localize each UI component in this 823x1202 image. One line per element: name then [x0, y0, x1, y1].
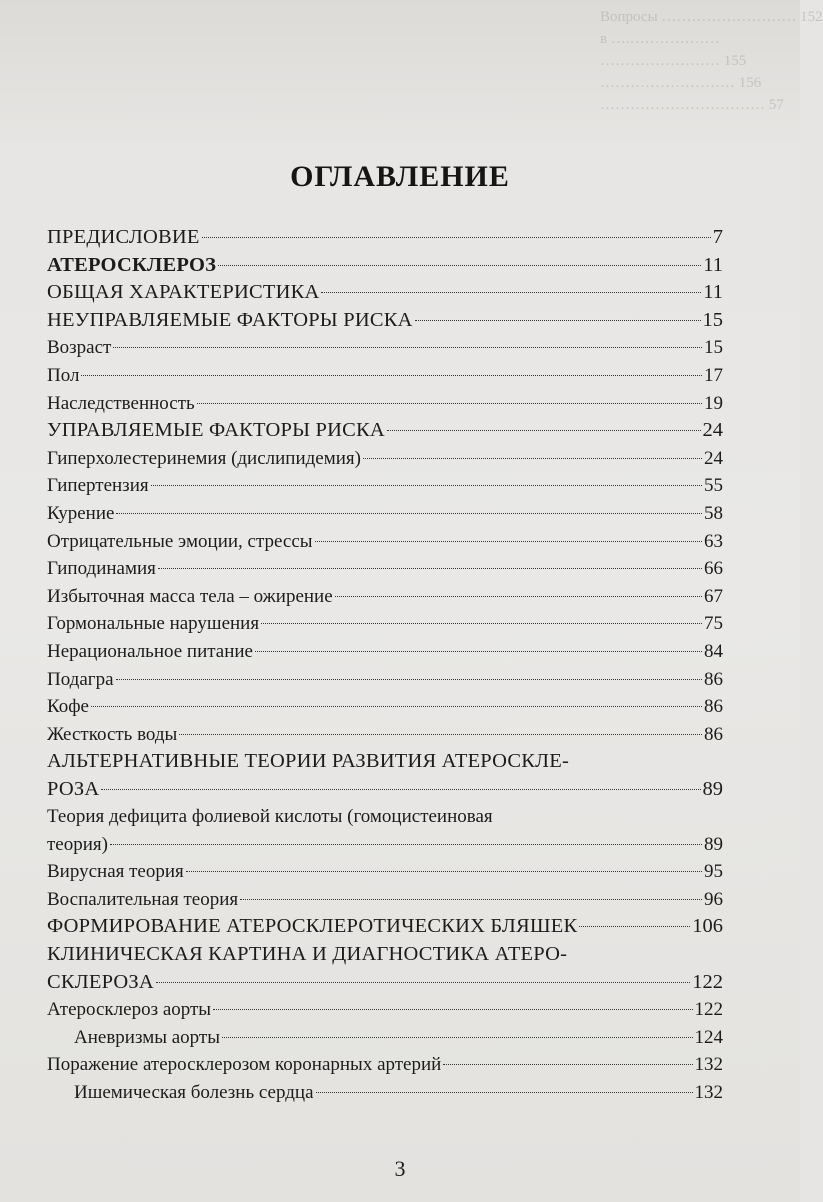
toc-entry [47, 307, 723, 335]
toc-entry-title: Возраст [47, 337, 112, 359]
toc-page-number: 75 [704, 613, 723, 635]
toc-entry-title: АТЕРОСКЛЕРОЗ [47, 253, 217, 276]
dot-leader [113, 347, 702, 348]
toc-entry-title: Атеросклероз аорты [47, 999, 212, 1021]
dot-leader [151, 485, 702, 486]
toc-entry-title: УПРАВЛЯЕМЫЕ ФАКТОРЫ РИСКА [47, 419, 385, 442]
toc-entry-title: Кофе [47, 696, 89, 718]
toc-entry-title: Гиперхолестеринемия (дислипидемия) [47, 447, 362, 469]
dot-leader [443, 1064, 692, 1065]
toc-entry-title: Курение [47, 502, 115, 524]
toc-entry-title: Воспалительная теория [47, 888, 239, 910]
toc-page-number: 84 [704, 640, 723, 662]
toc-entry-title: КЛИНИЧЕСКАЯ КАРТИНА И ДИАГНОСТИКА АТЕРО- [47, 943, 568, 966]
bleed-through-text [600, 6, 823, 116]
toc-page-number: 132 [694, 1054, 723, 1076]
toc-page-number: 124 [694, 1026, 723, 1048]
toc-page-number: 19 [704, 392, 723, 414]
toc-entry [47, 721, 723, 749]
toc-entry [47, 500, 723, 528]
dot-leader [156, 982, 690, 983]
toc-entry [47, 803, 723, 858]
dot-leader [255, 651, 702, 652]
dot-leader [213, 1009, 692, 1010]
toc-page-number: 17 [704, 364, 723, 386]
toc-entry-title: АЛЬТЕРНАТИВНЫЕ ТЕОРИИ РАЗВИТИЯ АТЕРОСКЛЕ- [47, 750, 570, 773]
toc-entry [47, 638, 723, 666]
bleed-through-line: …………………… 155 [600, 53, 747, 69]
bleed-through-line: в ….……………… [600, 31, 720, 47]
toc-entry [47, 1079, 723, 1107]
toc-entry-title: Гиподинамия [47, 558, 156, 580]
dot-leader [186, 871, 702, 872]
toc-entry-title: Поражение атеросклерозом коронарных артерий [47, 1054, 442, 1076]
dot-leader [101, 789, 700, 790]
dot-leader [415, 320, 701, 321]
dot-leader [363, 458, 702, 459]
toc-entry-title: Избыточная масса тела – ожирение [47, 585, 333, 607]
dot-leader [197, 403, 702, 404]
dot-leader [261, 623, 702, 624]
toc-entry-title: ПРЕДИСЛОВИЕ [47, 226, 200, 248]
dot-leader [81, 375, 702, 376]
bleed-through-line: Вопросы ……………………… 152 [600, 9, 823, 25]
toc-entry-title: Жесткость воды [47, 723, 178, 745]
toc-page-number: 89 [702, 777, 723, 800]
toc-page-number: 15 [704, 337, 723, 359]
toc-entry [47, 666, 723, 694]
toc-entry [47, 886, 723, 914]
toc-page-number: 58 [704, 502, 723, 524]
toc-page-number: 132 [694, 1081, 723, 1103]
page-number: 3 [394, 1156, 406, 1181]
dot-leader [222, 1037, 693, 1038]
toc-page-number: 106 [692, 915, 723, 938]
toc-page-number: 122 [694, 999, 723, 1021]
toc-entry [47, 1051, 723, 1079]
toc-entry-title: Вирусная теория [47, 861, 184, 883]
toc-page-number: 55 [704, 475, 723, 497]
toc-page-number: 15 [702, 308, 723, 331]
toc-entry-title: Аневризмы аорты [74, 1026, 220, 1048]
toc-entry [47, 528, 723, 556]
dot-leader [335, 596, 702, 597]
bleed-through-line: ……………………… 156 [600, 75, 762, 91]
page-title: ОГЛАВЛЕНИЕ [290, 160, 510, 193]
toc-page-number: 86 [704, 668, 723, 690]
toc-entry-title: Гормональные нарушения [47, 613, 260, 635]
dot-leader [116, 513, 702, 514]
toc-page-number: 11 [703, 253, 723, 276]
toc-entry [47, 252, 723, 280]
toc-page-number: 122 [692, 970, 723, 993]
toc-entry-title: НЕУПРАВЛЯЕМЫЕ ФАКТОРЫ РИСКА [47, 308, 413, 331]
toc-page-number: 63 [704, 530, 723, 552]
toc-page-number: 96 [704, 888, 723, 910]
toc-entry [47, 334, 723, 362]
toc-page-number: 86 [704, 696, 723, 718]
toc-page-number: 66 [704, 558, 723, 580]
toc-entry [47, 445, 723, 473]
dot-leader [218, 265, 701, 266]
toc-entry-title: Гипертензия [47, 475, 149, 497]
dot-leader [579, 926, 690, 927]
toc-entry [47, 390, 723, 418]
dot-leader [158, 568, 702, 569]
toc-page-number: 24 [704, 447, 723, 469]
table-of-contents [47, 224, 723, 1106]
toc-page-number: 24 [702, 419, 723, 442]
toc-entry [47, 1024, 723, 1052]
toc-entry-title: СКЛЕРОЗА [47, 970, 154, 993]
toc-entry-title: ФОРМИРОВАНИЕ АТЕРОСКЛЕРОТИЧЕСКИХ БЛЯШЕК [47, 915, 578, 938]
toc-entry-title: Нерациональное питание [47, 640, 253, 662]
toc-entry [47, 913, 723, 941]
dot-leader [315, 541, 702, 542]
toc-entry-title: Отрицательные эмоции, стрессы [47, 530, 313, 552]
dot-leader [116, 679, 703, 680]
toc-entry [47, 583, 723, 611]
dot-leader [202, 237, 711, 238]
toc-entry-title: Ишемическая болезнь сердца [74, 1081, 314, 1103]
toc-entry-title: Теория дефицита фолиевой кислоты (гомоцистеиновая [47, 806, 493, 828]
toc-page-number: 11 [703, 281, 723, 304]
bleed-through-line: …………………………… 57 [600, 97, 784, 113]
toc-page-number: 67 [704, 585, 723, 607]
toc-page-number: 7 [712, 226, 723, 248]
toc-entry-title: Наследственность [47, 392, 195, 414]
dot-leader [316, 1092, 693, 1093]
dot-leader [110, 844, 702, 845]
dot-leader [240, 899, 702, 900]
toc-entry-title: ОБЩАЯ ХАРАКТЕРИСТИКА [47, 281, 320, 304]
dot-leader [179, 734, 702, 735]
toc-page-number: 86 [704, 723, 723, 745]
toc-entry [47, 610, 723, 638]
toc-entry [47, 858, 723, 886]
toc-entry [47, 748, 723, 803]
toc-entry [47, 693, 723, 721]
dot-leader [91, 706, 702, 707]
toc-entry [47, 279, 723, 307]
toc-entry [47, 417, 723, 445]
toc-entry [47, 996, 723, 1024]
toc-entry-title: Подагра [47, 668, 114, 690]
toc-entry [47, 362, 723, 390]
dot-leader [387, 430, 701, 431]
toc-entry [47, 472, 723, 500]
toc-entry [47, 555, 723, 583]
toc-entry [47, 941, 723, 996]
dot-leader [321, 292, 701, 293]
toc-page-number: 95 [704, 861, 723, 883]
toc-entry-title: теория) [47, 833, 108, 855]
toc-entry-title: Пол [47, 364, 80, 386]
toc-entry [47, 224, 723, 252]
toc-entry-title: РОЗА [47, 777, 100, 800]
toc-page-number: 89 [704, 833, 723, 855]
